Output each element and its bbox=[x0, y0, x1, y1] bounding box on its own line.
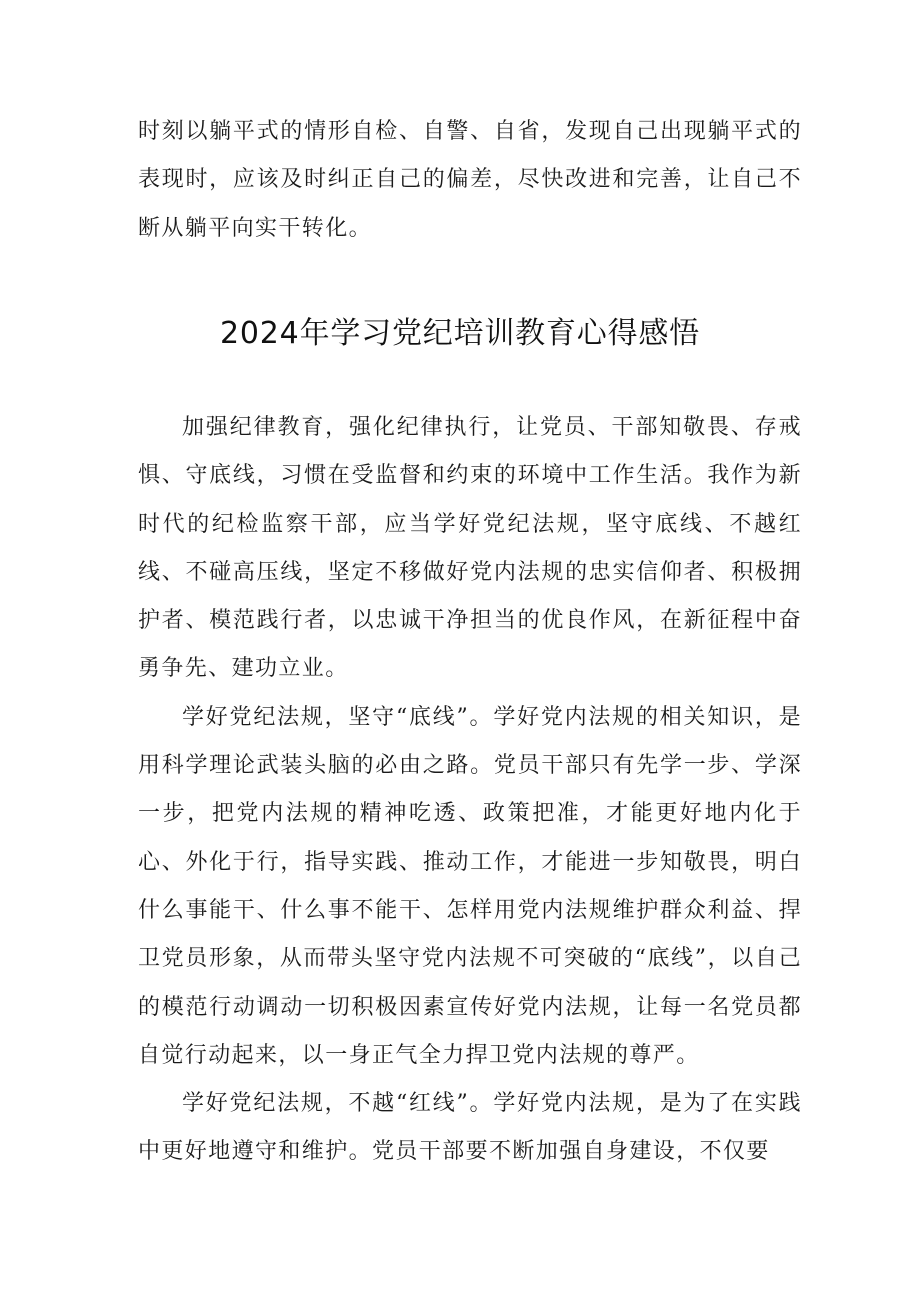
body-paragraph-2: 学好党纪法规，坚守“底线”。学好党内法规的相关知识，是用科学理论武装头脑的必由之路。党员干部只有先学一步、学深一步，把党内法规的精神吃透、政策把准，才能更好地内化于心、外化于行，指导实践、推动工作，才能进一步知敬畏，明白什么事能干、什么事不能干、怎样用党内法规维护群众利益、捍卫党员形象，从而带头坚守党内法规不可突破的“底线”，以自己的模范行动调动一切积极因素宣传好党内法规，让每一名党员都自觉行动起来，以一身正气全力捍卫党内法规的尊严。 bbox=[138, 704, 802, 1068]
body-paragraph-3: 学好党纪法规，不越“红线”。学好党内法规，是为了在实践中更好地遵守和维护。党员干部要不断加强自身建设，不仅要 bbox=[138, 1091, 802, 1165]
intro-paragraph: 时刻以躺平式的情形自检、自警、自省，发现自己出现躺平式的表现时，应该及时纠正自己的偏差，尽快改进和完善，让自己不断从躺平向实干转化。 bbox=[138, 119, 802, 241]
document-body bbox=[138, 404, 802, 1177]
page-title: 2024年学习党纪培训教育心得感悟 bbox=[220, 316, 700, 351]
body-paragraph-1: 加强纪律教育，强化纪律执行，让党员、干部知敬畏、存戒惧、守底线，习惯在受监督和约束的环境中工作生活。我作为新时代的纪检监察干部，应当学好党纪法规，坚守底线、不越红线、不碰高压线，坚定不移做好党内法规的忠实信仰者、积极拥护者、模范践行者，以忠诚干净担当的优良作风，在新征程中奋勇争先、建功立业。 bbox=[138, 415, 802, 682]
